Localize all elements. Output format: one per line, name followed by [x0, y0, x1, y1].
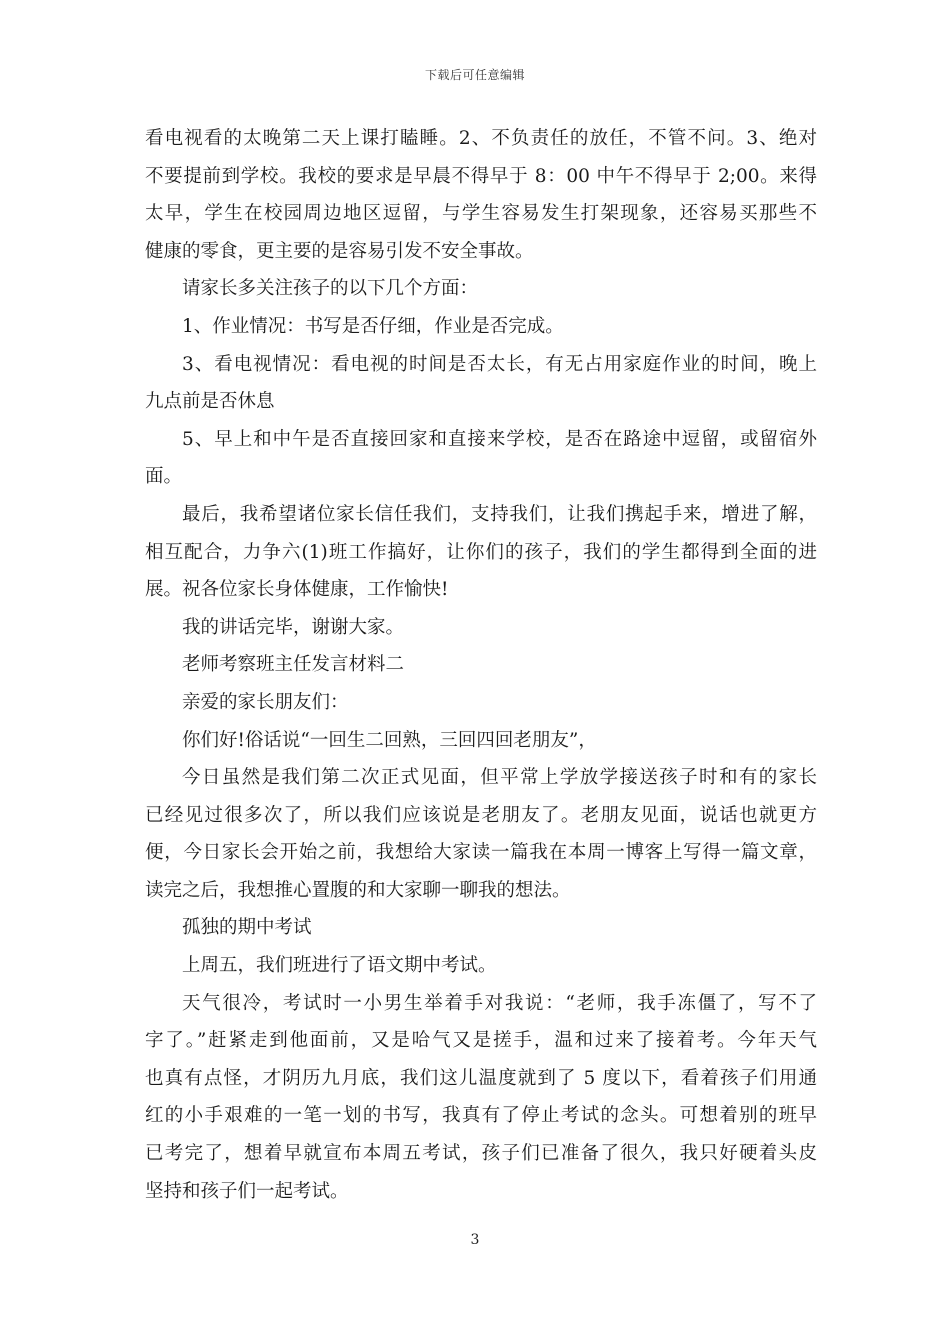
text-line: 坚持和孩子们一起考试。 — [145, 1180, 349, 1202]
text-line: 便，今日家长会开始之前，我想给大家读一篇我在本周一博客上写得一篇文章， — [145, 842, 817, 864]
document-body — [145, 120, 817, 1210]
text-line: 健康的零食，更主要的是容易引发不安全事故。 — [145, 240, 534, 262]
text-line: 面。 — [145, 466, 183, 488]
text-line: 展。祝各位家长身体健康，工作愉快! — [145, 579, 449, 601]
text-line: 3、看电视情况：看电视的时间是否太长，有无占用家庭作业的时间，晚上 — [182, 353, 817, 375]
text-line: 太早，学生在校园周边地区逗留，与学生容易发生打架现象，还容易买那些不 — [145, 203, 817, 225]
text-line: 读完之后，我想推心置腹的和大家聊一聊我的想法。 — [145, 879, 571, 901]
text-line: 不要提前到学校。我校的要求是早晨不得早于 8：00 中午不得早于 2;00。来得 — [145, 165, 817, 187]
text-line: 老师考察班主任发言材料二 — [182, 654, 405, 676]
text-line: 相互配合，力争六(1)班工作搞好，让你们的孩子，我们的学生都得到全面的进 — [145, 541, 817, 563]
text-line: 亲爱的家长朋友们： — [182, 691, 349, 713]
text-line: 上周五，我们班进行了语文期中考试。 — [182, 955, 497, 977]
text-line: 看电视看的太晚第二天上课打瞌睡。2、不负责任的放任，不管不问。3、绝对 — [145, 128, 817, 149]
text-line: 1、作业情况：书写是否仔细，作业是否完成。 — [182, 315, 564, 337]
text-line: 已经见过很多次了，所以我们应该说是老朋友了。老朋友见面，说话也就更方 — [145, 804, 817, 826]
text-line: 5、早上和中午是否直接回家和直接来学校，是否在路途中逗留，或留宿外 — [182, 428, 817, 450]
text-line: 今日虽然是我们第二次正式见面，但平常上学放学接送孩子时和有的家长 — [182, 767, 817, 789]
text-line: 已考完了，想着早就宣布本周五考试，孩子们已准备了很久，我只好硬着头皮 — [145, 1143, 817, 1165]
text-line: 你们好!俗话说“一回生二回熟，三回四回老朋友”， — [182, 729, 597, 751]
text-line: 字了。”赶紧走到他面前，又是哈气又是搓手，温和过来了接着考。今年天气 — [145, 1030, 817, 1052]
page-header: 下载后可任意编辑 — [424, 68, 525, 82]
text-line: 也真有点怪，才阴历九月底，我们这儿温度就到了 5 度以下，看着孩子们用通 — [145, 1067, 817, 1089]
page-number: 3 — [470, 1232, 480, 1248]
text-line: 最后，我希望诸位家长信任我们，支持我们，让我们携起手来，增进了解， — [182, 503, 817, 525]
text-line: 红的小手艰难的一笔一划的书写，我真有了停止考试的念头。可想着别的班早 — [145, 1105, 817, 1127]
text-line: 天气很冷，考试时一小男生举着手对我说：“老师，我手冻僵了，写不了 — [182, 992, 817, 1014]
text-line: 九点前是否休息 — [145, 391, 275, 413]
text-line: 请家长多关注孩子的以下几个方面： — [182, 278, 479, 300]
text-line: 我的讲话完毕，谢谢大家。 — [182, 616, 405, 638]
text-line: 孤独的期中考试 — [182, 917, 312, 939]
